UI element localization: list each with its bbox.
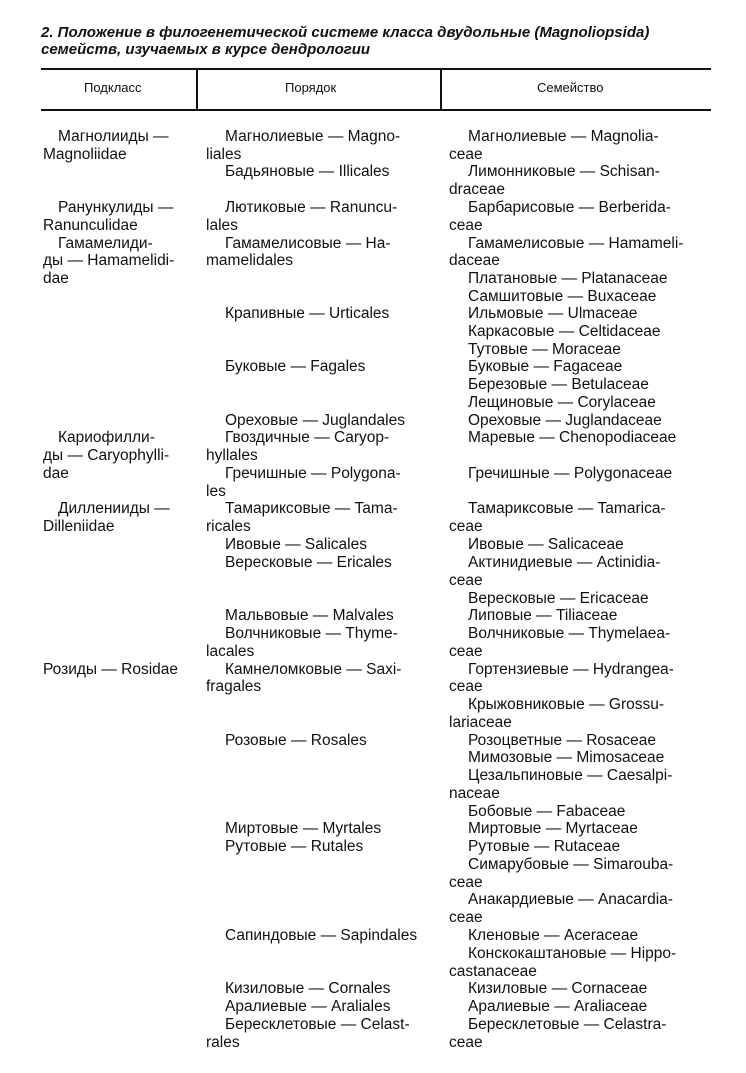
order-cell: fragales — [206, 678, 262, 695]
header-top-rule — [41, 68, 711, 70]
subclass-cell: ды — Caryophylli- — [43, 447, 170, 464]
header-subclass: Подкласс — [84, 80, 142, 95]
order-cell: Крапивные — Urticales — [225, 305, 390, 322]
order-cell: Гречишные — Polygona- — [225, 465, 401, 482]
order-cell: Миртовые — Myrtales — [225, 820, 382, 837]
order-cell: liales — [206, 146, 242, 163]
family-cell: ceae — [449, 572, 483, 589]
family-cell: Гамамелисовые — Hamameli- — [468, 235, 684, 252]
family-cell: Мимозовые — Mimosaceae — [468, 749, 665, 766]
order-cell: lacales — [206, 643, 255, 660]
family-cell: daceae — [449, 252, 500, 269]
family-cell: ceae — [449, 217, 483, 234]
subclass-cell: dae — [43, 270, 69, 287]
family-cell: Барбарисовые — Berberida- — [468, 199, 671, 216]
subclass-cell: Dilleniidae — [43, 518, 115, 535]
family-cell: ceae — [449, 643, 483, 660]
family-cell: naceae — [449, 785, 500, 802]
order-cell: les — [206, 483, 226, 500]
family-cell: Березовые — Betulaceae — [468, 376, 649, 393]
family-cell: Тутовые — Moraceae — [468, 341, 621, 358]
table-title — [41, 24, 721, 58]
column-divider-2 — [440, 69, 442, 109]
family-cell: Гортензиевые — Hydrangea- — [468, 661, 674, 678]
family-cell: Маревые — Chenopodiaceae — [468, 429, 677, 446]
subclass-cell: Розиды — Rosidae — [43, 661, 179, 678]
order-cell: Буковые — Fagales — [225, 358, 366, 375]
family-cell: ceae — [449, 146, 483, 163]
family-cell: Буковые — Fagaceae — [468, 358, 623, 375]
family-cell: Платановые — Platanaceae — [468, 270, 668, 287]
subclass-cell: dae — [43, 465, 69, 482]
family-cell: ceae — [449, 909, 483, 926]
subclass-cell: Ранункулиды — — [58, 199, 174, 216]
order-cell: Розовые — Rosales — [225, 732, 367, 749]
family-cell: Каркасовые — Celtidaceae — [468, 323, 661, 340]
family-cell: Липовые — Tiliaceae — [468, 607, 618, 624]
family-cell: Кленовые — Aceraceae — [468, 927, 639, 944]
title-line-1: 2. Положение в филогенетической системе класса двудольные (Magnoliopsida) — [41, 24, 650, 41]
column-divider-1 — [196, 69, 198, 109]
order-cell: Вересковые — Ericales — [225, 554, 392, 571]
family-cell: Крыжовниковые — Grossu- — [468, 696, 665, 713]
subclass-cell: Ranunculidae — [43, 217, 138, 234]
header-order: Порядок — [285, 80, 337, 95]
order-cell: Сапиндовые — Sapindales — [225, 927, 418, 944]
header-bottom-rule — [41, 109, 711, 111]
family-cell: draceae — [449, 181, 506, 198]
subclass-cell: Magnoliidae — [43, 146, 127, 163]
subclass-cell: Дилленииды — — [58, 500, 170, 517]
order-cell: Магнолиевые — Magno- — [225, 128, 401, 145]
order-cell: Кизиловые — Cornales — [225, 980, 391, 997]
family-cell: Ореховые — Juglandaceae — [468, 412, 662, 429]
family-cell: Ильмовые — Ulmaceae — [468, 305, 638, 322]
family-cell: Актинидиевые — Actinidia- — [468, 554, 661, 571]
family-cell: Аралиевые — Araliaceae — [468, 998, 648, 1015]
family-cell: Тамариксовые — Tamarica- — [468, 500, 666, 517]
order-cell: Аралиевые — Araliales — [225, 998, 391, 1015]
family-cell: ceae — [449, 874, 483, 891]
family-cell: ceae — [449, 678, 483, 695]
order-cell: rales — [206, 1034, 240, 1051]
order-cell: Лютиковые — Ranuncu- — [225, 199, 398, 216]
family-cell: Гречишные — Polygonaceae — [468, 465, 673, 482]
family-cell: Лещиновые — Corylaceae — [468, 394, 656, 411]
family-cell: ceae — [449, 1034, 483, 1051]
order-cell: Бадьяновые — Illicales — [225, 163, 390, 180]
family-cell: Ивовые — Salicaceae — [468, 536, 624, 553]
order-cell: Мальвовые — Malvales — [225, 607, 394, 624]
family-cell: Симарубовые — Simarouba- — [468, 856, 674, 873]
family-cell: castanaceae — [449, 963, 537, 980]
family-cell: lariaceae — [449, 714, 512, 731]
order-cell: Волчниковые — Thyme- — [225, 625, 398, 642]
order-cell: hyllales — [206, 447, 258, 464]
family-cell: Бересклетовые — Celastra- — [468, 1016, 667, 1033]
header-family: Семейство — [537, 80, 604, 95]
order-cell: Рутовые — Rutales — [225, 838, 364, 855]
title-line-2: семейств, изучаемых в курсе дендрологии — [41, 41, 371, 58]
family-cell: Розоцветные — Rosaceae — [468, 732, 657, 749]
family-cell: Бобовые — Fabaceae — [468, 803, 626, 820]
subclass-cell: Магнолииды — — [58, 128, 169, 145]
order-cell: ricales — [206, 518, 251, 535]
family-cell: Рутовые — Rutaceae — [468, 838, 621, 855]
order-cell: Камнеломковые — Saxi- — [225, 661, 402, 678]
family-cell: Миртовые — Myrtaceae — [468, 820, 638, 837]
order-cell: Ивовые — Salicales — [225, 536, 367, 553]
family-cell: Лимонниковые — Schisan- — [468, 163, 660, 180]
subclass-cell: Гамамелиди- — [58, 235, 153, 252]
order-cell: mamelidales — [206, 252, 294, 269]
subclass-cell: Кариофилли- — [58, 429, 155, 446]
family-cell: Самшитовые — Buxaceae — [468, 288, 657, 305]
family-cell: Магнолиевые — Magnolia- — [468, 128, 659, 145]
order-cell: Тамариксовые — Tama- — [225, 500, 398, 517]
order-cell: lales — [206, 217, 238, 234]
family-cell: Кизиловые — Cornaceae — [468, 980, 648, 997]
family-cell: Цезальпиновые — Caesalpi- — [468, 767, 673, 784]
order-cell: Гвоздичные — Caryop- — [225, 429, 390, 446]
order-cell: Бересклетовые — Celast- — [225, 1016, 410, 1033]
family-cell: Анакардиевые — Anacardia- — [468, 891, 673, 908]
order-cell: Гамамелисовые — Ha- — [225, 235, 391, 252]
order-cell: Ореховые — Juglandales — [225, 412, 405, 429]
family-cell: Волчниковые — Thymelaea- — [468, 625, 671, 642]
family-cell: Конскокаштановые — Hippo- — [468, 945, 677, 962]
subclass-cell: ды — Hamamelidi- — [43, 252, 175, 269]
family-cell: Вересковые — Ericaceae — [468, 590, 649, 607]
family-cell: ceae — [449, 518, 483, 535]
